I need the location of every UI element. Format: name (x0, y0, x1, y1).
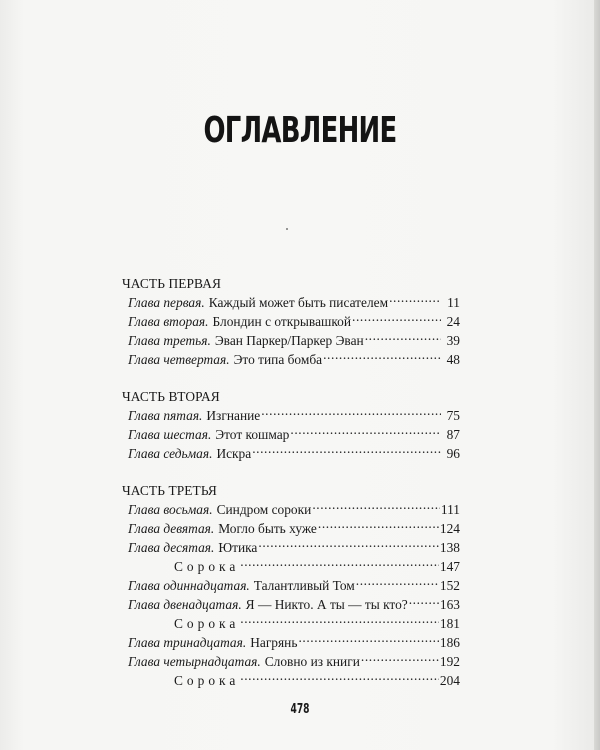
page-number: 39 (446, 333, 460, 348)
dot-leader (356, 578, 439, 590)
chapter-title: Блондин с открывашкой (212, 314, 352, 329)
chapter-label: Глава одиннадцатая. (128, 578, 250, 593)
part-section (122, 274, 460, 369)
chapter-title: Этот кошмар (215, 427, 290, 442)
dot-leader (352, 314, 441, 326)
page-number: 96 (446, 446, 460, 461)
part-section (122, 481, 460, 690)
page-number: 87 (446, 427, 460, 442)
table-of-contents (122, 274, 460, 690)
chapter-title: Нагрянь (250, 635, 298, 650)
page-number: 24 (446, 314, 460, 329)
dot-leader (240, 673, 439, 685)
toc-entry[interactable] (122, 406, 460, 425)
toc-entry[interactable] (122, 312, 460, 331)
dot-leader (365, 333, 441, 345)
dot-leader (240, 559, 439, 571)
chapter-title: Изгнание (206, 408, 261, 423)
chapter-label: Глава десятая. (128, 540, 215, 555)
chapter-label: Глава шестая. (128, 427, 212, 442)
page-number: 124 (439, 521, 460, 536)
chapter-title: Каждый может быть писателем (208, 295, 389, 310)
part-section (122, 387, 460, 463)
toc-entry[interactable] (122, 444, 460, 463)
interlude-title: Сорока (174, 673, 240, 688)
dot-leader (389, 295, 441, 307)
part-heading: ЧАСТЬ ТРЕТЬЯ (122, 483, 217, 498)
page-number: 111 (440, 502, 460, 517)
interlude-title: Сорока (174, 616, 240, 631)
chapter-label: Глава седьмая. (128, 446, 213, 461)
chapter-title: Это типа бомба (233, 352, 323, 367)
dot-leader (261, 408, 441, 420)
interlude-title: Сорока (174, 559, 240, 574)
page-number: 181 (439, 616, 460, 631)
chapter-label: Глава девятая. (128, 521, 215, 536)
toc-entry[interactable] (122, 425, 460, 444)
page-number: 204 (439, 673, 460, 688)
toc-entry[interactable] (122, 293, 460, 312)
chapter-title: Я — Никто. А ты — ты кто? (245, 597, 408, 612)
dot-leader (290, 427, 441, 439)
part-heading: ЧАСТЬ ПЕРВАЯ (122, 276, 222, 291)
dot-leader (240, 616, 439, 628)
chapter-label: Глава вторая. (128, 314, 209, 329)
chapter-title: Словно из книги (264, 654, 360, 669)
print-speck (286, 228, 288, 230)
chapter-label: Глава пятая. (128, 408, 203, 423)
page-folio: 478 (290, 702, 310, 717)
chapter-label: Глава третья. (128, 333, 211, 348)
page-number: 192 (439, 654, 460, 669)
chapter-title: Искра (216, 446, 252, 461)
dot-leader (312, 502, 440, 514)
toc-entry[interactable] (122, 576, 460, 595)
chapter-label: Глава восьмая. (128, 502, 213, 517)
chapter-label: Глава четырнадцатая. (128, 654, 261, 669)
toc-entry[interactable] (122, 652, 460, 671)
toc-entry[interactable] (122, 538, 460, 557)
chapter-title: Талантливый Том (253, 578, 355, 593)
chapter-title: Эван Паркер/Паркер Эван (214, 333, 364, 348)
toc-entry-interlude[interactable] (122, 614, 460, 633)
chapter-label: Глава тринадцатая. (128, 635, 247, 650)
page-number: 48 (446, 352, 460, 367)
page-number: 163 (439, 597, 460, 612)
page-number: 186 (439, 635, 460, 650)
chapter-label: Глава двенадцатая. (128, 597, 242, 612)
toc-entry-interlude[interactable] (122, 671, 460, 690)
toc-entry[interactable] (122, 595, 460, 614)
toc-entry[interactable] (122, 519, 460, 538)
page-edge (594, 0, 600, 750)
chapter-title: Синдром сороки (216, 502, 312, 517)
chapter-label: Глава первая. (128, 295, 205, 310)
page-number: 152 (439, 578, 460, 593)
dot-leader (318, 521, 439, 533)
dot-leader (258, 540, 439, 552)
toc-entry-interlude[interactable] (122, 557, 460, 576)
dot-leader (361, 654, 439, 666)
chapter-title: Ютика (218, 540, 258, 555)
chapter-title: Могло быть хуже (218, 521, 317, 536)
dot-leader (298, 635, 438, 647)
toc-entry[interactable] (122, 331, 460, 350)
dot-leader (252, 446, 441, 458)
toc-entry[interactable] (122, 633, 460, 652)
page-number: 138 (439, 540, 460, 555)
dot-leader (323, 352, 441, 364)
chapter-label: Глава четвертая. (128, 352, 230, 367)
toc-entry[interactable] (122, 500, 460, 519)
page-title: ОГЛАВЛЕНИЕ (203, 110, 397, 151)
page-number: 75 (446, 408, 460, 423)
part-heading: ЧАСТЬ ВТОРАЯ (122, 389, 220, 404)
toc-entry[interactable] (122, 350, 460, 369)
page-number: 147 (439, 559, 460, 574)
page-number: 11 (447, 295, 460, 310)
dot-leader (409, 597, 439, 609)
